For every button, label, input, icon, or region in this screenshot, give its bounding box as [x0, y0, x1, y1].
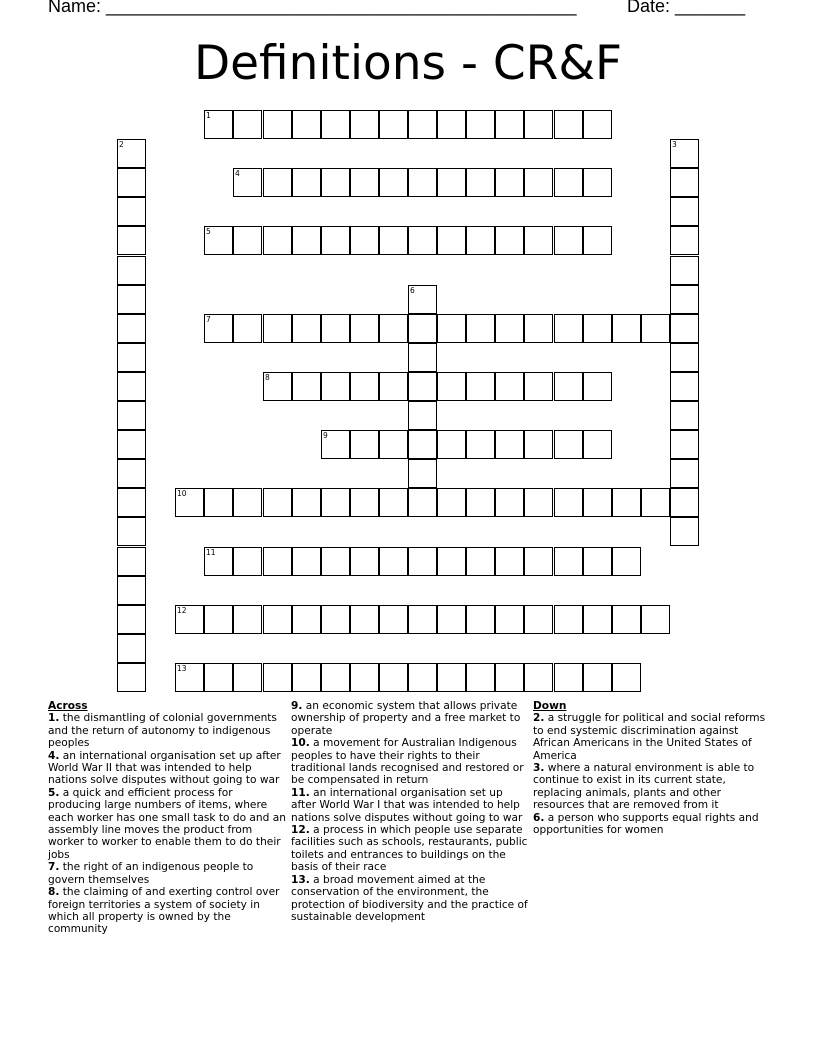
grid-cell[interactable] [379, 663, 408, 692]
grid-cell[interactable] [204, 547, 233, 576]
grid-cell[interactable] [670, 401, 699, 430]
grid-cell[interactable] [554, 488, 583, 517]
grid-cell[interactable] [292, 488, 321, 517]
name-field-label: Name: _______________________________________________ [48, 0, 577, 16]
grid-cell[interactable] [612, 488, 641, 517]
clue-number: 8. [48, 886, 60, 899]
grid-cell[interactable] [350, 605, 379, 634]
down-clue [533, 762, 773, 812]
across-clue [48, 787, 286, 861]
across-clue-list [48, 712, 286, 935]
clue-text: the claiming of and exerting control over foreign territories a system of society in which all property is owned by the community [48, 886, 280, 936]
grid-cell[interactable] [524, 488, 553, 517]
grid-cell[interactable] [117, 139, 146, 168]
clue-number-label: 3 [672, 140, 677, 149]
grid-cell[interactable] [437, 226, 466, 255]
across-clue [48, 712, 286, 749]
grid-cell[interactable] [466, 372, 495, 401]
clue-number-label: 13 [177, 664, 187, 673]
clue-number-label: 11 [206, 548, 216, 557]
across-clue [48, 886, 286, 936]
grid-cell[interactable] [524, 110, 553, 139]
grid-cell[interactable] [408, 314, 437, 343]
grid-cell[interactable] [321, 226, 350, 255]
grid-cell[interactable] [554, 605, 583, 634]
clue-text: a quick and efficient process for producing large numbers of items, where each worker has one small task to do and an assembly line moves the product from worker to worker to enable them to do their jobs [48, 786, 286, 861]
clue-text: the dismantling of colonial governments and the return of autonomy to indigenous peoples [48, 712, 277, 750]
grid-cell[interactable] [350, 110, 379, 139]
grid-cell[interactable] [466, 226, 495, 255]
clue-number: 12. [291, 824, 310, 837]
across-clue [48, 750, 286, 787]
grid-cell[interactable] [175, 488, 204, 517]
down-clue [533, 812, 773, 837]
grid-cell[interactable] [117, 547, 146, 576]
across-clue [291, 787, 529, 824]
grid-cell[interactable] [321, 430, 350, 459]
grid-cell[interactable] [641, 314, 670, 343]
grid-cell[interactable] [350, 430, 379, 459]
grid-cell[interactable] [408, 110, 437, 139]
grid-cell[interactable] [524, 430, 553, 459]
grid-cell[interactable] [670, 226, 699, 255]
clue-text: where a natural environment is able to continue to exist in its current state, replacing animals, plants and other resources that are removed from it [533, 762, 755, 812]
clue-number: 9. [291, 700, 303, 712]
grid-cell[interactable] [524, 663, 553, 692]
grid-cell[interactable] [670, 343, 699, 372]
grid-cell[interactable] [670, 139, 699, 168]
clue-number-label: 9 [323, 431, 328, 440]
grid-cell[interactable] [117, 459, 146, 488]
grid-cell[interactable] [670, 168, 699, 197]
grid-cell[interactable] [263, 372, 292, 401]
clue-number: 10. [291, 737, 310, 750]
grid-cell[interactable] [612, 314, 641, 343]
grid-cell[interactable] [583, 168, 612, 197]
down-clue-list [533, 712, 773, 836]
grid-cell[interactable] [641, 488, 670, 517]
grid-cell[interactable] [554, 663, 583, 692]
clue-number-label: 8 [265, 373, 270, 382]
grid-cell[interactable] [321, 314, 350, 343]
grid-cell[interactable] [204, 663, 233, 692]
grid-cell[interactable] [117, 197, 146, 226]
grid-cell[interactable] [495, 226, 524, 255]
grid-cell[interactable] [350, 168, 379, 197]
grid-cell[interactable] [263, 226, 292, 255]
grid-cell[interactable] [379, 372, 408, 401]
down-heading: Down [533, 700, 567, 712]
clue-number-label: 6 [410, 286, 415, 295]
grid-cell[interactable] [495, 110, 524, 139]
across-clue [291, 737, 529, 787]
grid-cell[interactable] [554, 110, 583, 139]
grid-cell[interactable] [117, 634, 146, 663]
grid-cell[interactable] [437, 663, 466, 692]
grid-cell[interactable] [292, 547, 321, 576]
grid-cell[interactable] [117, 372, 146, 401]
grid-cell[interactable] [495, 168, 524, 197]
grid-cell[interactable] [233, 314, 262, 343]
grid-cell[interactable] [612, 547, 641, 576]
grid-cell[interactable] [233, 226, 262, 255]
grid-cell[interactable] [379, 488, 408, 517]
grid-cell[interactable] [117, 430, 146, 459]
grid-cell[interactable] [263, 547, 292, 576]
grid-cell[interactable] [466, 488, 495, 517]
grid-cell[interactable] [204, 110, 233, 139]
grid-cell[interactable] [466, 110, 495, 139]
grid-cell[interactable] [233, 663, 262, 692]
grid-cell[interactable] [117, 226, 146, 255]
clue-number-label: 12 [177, 606, 187, 615]
grid-cell[interactable] [117, 256, 146, 285]
grid-cell[interactable] [408, 459, 437, 488]
grid-cell[interactable] [233, 605, 262, 634]
clue-text: a process in which people use separate facilities such as schools, restaurants, public toilets and entrances to buildings on the basis of their race [291, 824, 528, 874]
grid-cell[interactable] [321, 110, 350, 139]
grid-cell[interactable] [612, 605, 641, 634]
grid-cell[interactable] [408, 547, 437, 576]
grid-cell[interactable] [408, 605, 437, 634]
clue-number-label: 7 [206, 315, 211, 324]
grid-cell[interactable] [292, 226, 321, 255]
grid-cell[interactable] [408, 343, 437, 372]
grid-cell[interactable] [583, 488, 612, 517]
grid-cell[interactable] [408, 226, 437, 255]
grid-cell[interactable] [437, 605, 466, 634]
grid-cell[interactable] [204, 605, 233, 634]
grid-cell[interactable] [204, 314, 233, 343]
grid-cell[interactable] [263, 110, 292, 139]
grid-cell[interactable] [350, 314, 379, 343]
grid-cell[interactable] [350, 226, 379, 255]
grid-cell[interactable] [554, 168, 583, 197]
grid-cell[interactable] [437, 110, 466, 139]
clue-number: 5. [48, 786, 60, 799]
grid-cell[interactable] [495, 605, 524, 634]
grid-cell[interactable] [263, 605, 292, 634]
grid-cell[interactable] [379, 430, 408, 459]
grid-cell[interactable] [408, 488, 437, 517]
grid-cell[interactable] [321, 547, 350, 576]
grid-cell[interactable] [583, 547, 612, 576]
across-clue [291, 700, 529, 737]
grid-cell[interactable] [466, 605, 495, 634]
grid-cell[interactable] [233, 547, 262, 576]
grid-cell[interactable] [466, 547, 495, 576]
grid-cell[interactable] [117, 605, 146, 634]
grid-cell[interactable] [583, 372, 612, 401]
grid-cell[interactable] [175, 663, 204, 692]
grid-cell[interactable] [408, 430, 437, 459]
across-clue-list-continued [291, 700, 529, 923]
grid-cell[interactable] [379, 110, 408, 139]
grid-cell[interactable] [204, 226, 233, 255]
grid-cell[interactable] [117, 314, 146, 343]
grid-cell[interactable] [583, 314, 612, 343]
clue-number-label: 2 [119, 140, 124, 149]
grid-cell[interactable] [292, 168, 321, 197]
clues-column-middle [291, 700, 529, 923]
grid-cell[interactable] [379, 547, 408, 576]
clues-column-right [533, 700, 773, 836]
grid-cell[interactable] [408, 372, 437, 401]
grid-cell[interactable] [350, 488, 379, 517]
grid-cell[interactable] [233, 488, 262, 517]
clue-text: an international organisation set up after World War I that was intended to help nations solve disputes without going to war [291, 786, 523, 824]
grid-cell[interactable] [117, 488, 146, 517]
grid-cell[interactable] [292, 663, 321, 692]
grid-cell[interactable] [292, 372, 321, 401]
grid-cell[interactable] [670, 459, 699, 488]
grid-cell[interactable] [583, 605, 612, 634]
clue-number: 7. [48, 861, 60, 874]
grid-cell[interactable] [670, 488, 699, 517]
grid-cell[interactable] [524, 226, 553, 255]
grid-cell[interactable] [379, 226, 408, 255]
clue-text: the right of an indigenous people to govern themselves [48, 861, 254, 886]
grid-cell[interactable] [263, 663, 292, 692]
clue-number: 1. [48, 712, 60, 725]
grid-cell[interactable] [350, 372, 379, 401]
across-clue [291, 874, 529, 924]
grid-cell[interactable] [437, 488, 466, 517]
grid-cell[interactable] [670, 197, 699, 226]
grid-cell[interactable] [466, 663, 495, 692]
clue-number: 13. [291, 873, 310, 886]
clue-number-label: 4 [235, 169, 240, 178]
grid-cell[interactable] [321, 168, 350, 197]
grid-cell[interactable] [466, 168, 495, 197]
grid-cell[interactable] [379, 605, 408, 634]
grid-cell[interactable] [670, 314, 699, 343]
grid-cell[interactable] [437, 372, 466, 401]
across-heading: Across [48, 700, 88, 712]
clue-text: an international organisation set up after World War II that was intended to help nations solve disputes without going to war [48, 749, 281, 787]
grid-cell[interactable] [437, 547, 466, 576]
grid-cell[interactable] [466, 430, 495, 459]
grid-cell[interactable] [495, 663, 524, 692]
grid-cell[interactable] [583, 663, 612, 692]
clue-number: 4. [48, 749, 60, 762]
clue-text: a person who supports equal rights and opportunities for women [533, 811, 759, 837]
date-field-label: Date: _______ [627, 0, 746, 16]
clue-text: an economic system that allows private ownership of property and a free market to operate [291, 700, 521, 737]
grid-cell[interactable] [175, 605, 204, 634]
grid-cell[interactable] [408, 663, 437, 692]
grid-cell[interactable] [263, 488, 292, 517]
grid-cell[interactable] [117, 576, 146, 605]
grid-cell[interactable] [117, 168, 146, 197]
grid-cell[interactable] [321, 488, 350, 517]
grid-cell[interactable] [670, 256, 699, 285]
grid-cell[interactable] [670, 285, 699, 314]
grid-cell[interactable] [524, 314, 553, 343]
grid-cell[interactable] [495, 547, 524, 576]
grid-cell[interactable] [408, 285, 437, 314]
grid-cell[interactable] [321, 605, 350, 634]
grid-cell[interactable] [350, 663, 379, 692]
grid-cell[interactable] [379, 168, 408, 197]
grid-cell[interactable] [117, 517, 146, 546]
grid-cell[interactable] [408, 168, 437, 197]
grid-cell[interactable] [670, 517, 699, 546]
grid-cell[interactable] [408, 401, 437, 430]
grid-cell[interactable] [524, 547, 553, 576]
grid-cell[interactable] [117, 343, 146, 372]
grid-cell[interactable] [233, 168, 262, 197]
clue-text: a struggle for political and social reforms to end systemic discrimination against African Americans in the United States of America [533, 712, 766, 762]
grid-cell[interactable] [524, 168, 553, 197]
clue-text: a broad movement aimed at the conservation of the environment, the protection of biodiversity and the practice of sustainable development [291, 873, 528, 923]
grid-cell[interactable] [554, 314, 583, 343]
grid-cell[interactable] [612, 663, 641, 692]
grid-cell[interactable] [437, 314, 466, 343]
grid-cell[interactable] [670, 372, 699, 401]
grid-cell[interactable] [117, 285, 146, 314]
down-clue [533, 712, 773, 762]
grid-cell[interactable] [554, 547, 583, 576]
grid-cell[interactable] [263, 314, 292, 343]
grid-cell[interactable] [117, 663, 146, 692]
clue-number: 3. [533, 762, 545, 775]
grid-cell[interactable] [495, 430, 524, 459]
grid-cell[interactable] [379, 314, 408, 343]
grid-cell[interactable] [437, 430, 466, 459]
grid-cell[interactable] [263, 168, 292, 197]
clue-number-label: 1 [206, 111, 211, 120]
grid-cell[interactable] [583, 226, 612, 255]
grid-cell[interactable] [350, 547, 379, 576]
grid-cell[interactable] [554, 372, 583, 401]
clue-number-label: 5 [206, 227, 211, 236]
grid-cell[interactable] [583, 110, 612, 139]
grid-cell[interactable] [466, 314, 495, 343]
grid-cell[interactable] [437, 168, 466, 197]
grid-cell[interactable] [292, 110, 321, 139]
grid-cell[interactable] [554, 430, 583, 459]
clue-number: 2. [533, 712, 545, 725]
clue-number: 11. [291, 786, 310, 799]
grid-cell[interactable] [641, 605, 670, 634]
clue-number-label: 10 [177, 489, 187, 498]
across-clue [48, 861, 286, 886]
clues-column-left [48, 700, 286, 936]
grid-cell[interactable] [524, 605, 553, 634]
grid-cell[interactable] [117, 401, 146, 430]
grid-cell[interactable] [554, 226, 583, 255]
grid-cell[interactable] [321, 372, 350, 401]
page-title: Definitions - CR&F [193, 36, 623, 91]
grid-cell[interactable] [495, 488, 524, 517]
grid-cell[interactable] [495, 314, 524, 343]
clue-number: 6. [533, 811, 545, 824]
grid-cell[interactable] [292, 605, 321, 634]
grid-cell[interactable] [524, 372, 553, 401]
across-clue [291, 824, 529, 874]
grid-cell[interactable] [321, 663, 350, 692]
grid-cell[interactable] [204, 488, 233, 517]
clue-text: a movement for Australian Indigenous peoples to have their rights to their traditional lands recognised and restored or be compensated in return [291, 737, 524, 787]
grid-cell[interactable] [495, 372, 524, 401]
grid-cell[interactable] [583, 430, 612, 459]
grid-cell[interactable] [670, 430, 699, 459]
grid-cell[interactable] [292, 314, 321, 343]
grid-cell[interactable] [233, 110, 262, 139]
